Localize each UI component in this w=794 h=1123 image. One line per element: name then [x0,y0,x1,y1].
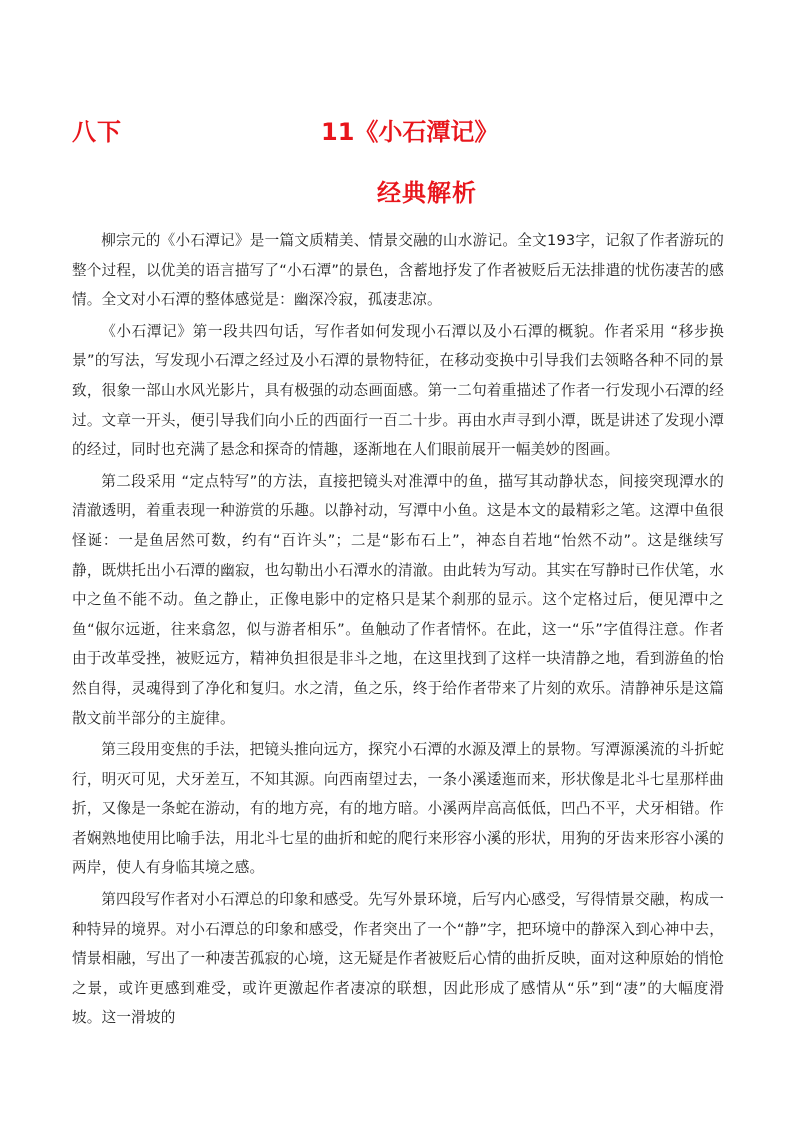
section-title: 经典解析 [377,179,477,207]
article-body [72,226,724,1035]
lesson-title: 11《小石潭记》 [321,118,499,146]
paragraph-5: 第四段写作者对小石潭总的印象和感受。先写外景环境，后写内心感受，写得情景交融，构成一种特异的境界。对小石潭总的印象和感受，作者突出了一个“静”字，把环境中的静深入到心神中去，情景相融，写出了一种凄苦孤寂的心境，这无疑是作者被贬后心情的曲折反映，面对这种原始的悄怆之景，或许更感到难受，或许更激起作者凄凉的联想，因此形成了感情从“乐”到“凄”的大幅度滑坡。这一滑坡的 [72,891,724,1027]
grade-label: 八下 [72,118,122,146]
paragraph-1: 柳宗元的《小石潭记》是一篇文质精美、情景交融的山水游记。全文193字，记叙了作者游玩的整个过程，以优美的语言描写了“小石潭”的景色，含蓄地抒发了作者被贬后无法排遣的忧伤凄苦的感情。全文对小石潭的整体感觉是：幽深冷寂，孤凄悲凉。 [72,232,724,309]
paragraph-2: 《小石潭记》第一段共四句话，写作者如何发现小石潭以及小石潭的概貌。作者采用 “移步换景”的写法，写发现小石潭之经过及小石潭的景物特征，在移动变换中引导我们去领略各种不同的景致，很象一部山水风光影片，具有极强的动态画面感。第一二句着重描述了作者一行发现小石潭的经过。文章一开头，便引导我们向小丘的西面行一百二十步。再由水声寻到小潭，既是讲述了发现小潭的经过，同时也充满了悬念和探奇的情趣，逐渐地在人们眼前展开一幅美妙的图画。 [72,322,724,459]
paragraph-4: 第三段用变焦的手法，把镜头推向远方，探究小石潭的水源及潭上的景物。写潭源溪流的斗折蛇行，明灭可见，犬牙差互，不知其源。向西南望过去，一条小溪逶迤而来，形状像是北斗七星那样曲折，又像是一条蛇在游动，有的地方亮，有的地方暗。小溪两岸高高低低，凹凸不平，犬牙相错。作者娴熟地使用比喻手法，用北斗七星的曲折和蛇的爬行来形容小溪的形状，用狗的牙齿来形容小溪的两岸，使人有身临其境之感。 [72,741,724,877]
paragraph-3: 第二段采用 “定点特写”的方法，直接把镜头对准潭中的鱼，描写其动静状态，间接突现潭水的清澈透明，着重表现一种游赏的乐趣。以静衬动，写潭中小鱼。这是本文的最精彩之笔。这潭中鱼很怪诞：一是鱼居然可数，约有“百许头”；二是“影布石上”，神态自若地“怡然不动”。这是继续写静，既烘托出小石潭的幽寂，也勾勒出小石潭水的清澈。由此转为写动。其实在写静时已作伏笔，水中之鱼不能不动。鱼之静止，正像电影中的定格只是某个刹那的显示。这个定格过后，便见潭中之鱼“俶尔远逝，往来翕忽，似与游者相乐”。鱼触动了作者情怀。在此，这一“乐”字值得注意。作者由于改革受挫，被贬远方，精神负担很是非斗之地，在这里找到了这样一块清静之地，看到游鱼的怡然自得，灵魂得到了净化和复归。水之清，鱼之乐，终于给作者带来了片刻的欢乐。清静神乐是这篇散文前半部分的主旋律。 [72,472,724,727]
header-row [72,112,732,152]
